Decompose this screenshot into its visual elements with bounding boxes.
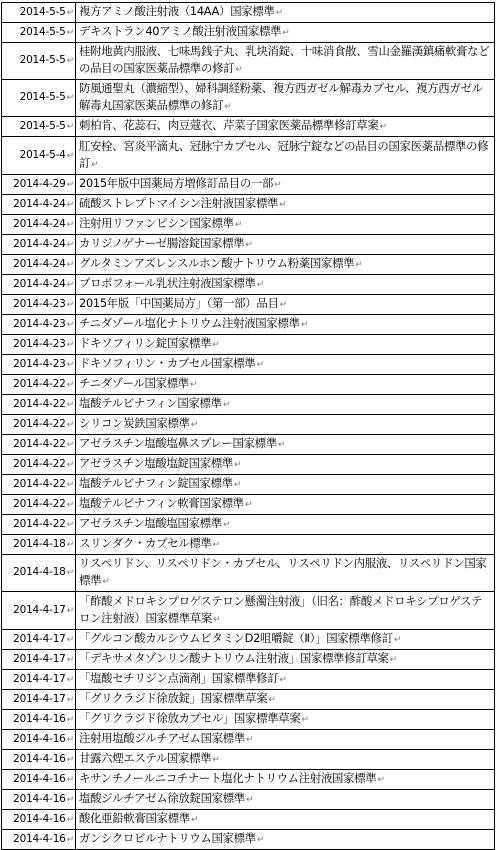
title-cell xyxy=(76,375,495,395)
standards-table-body xyxy=(2,3,495,850)
title-cell xyxy=(76,770,495,790)
date-text: 2014-4-16 xyxy=(13,752,66,765)
date-cell xyxy=(2,535,76,555)
title-text: ドキソフィリン錠国家標準 xyxy=(79,336,212,350)
date-cell xyxy=(2,255,76,275)
date-cell xyxy=(2,235,76,255)
date-text: 2014-4-17 xyxy=(13,603,66,616)
date-text: 2014-4-16 xyxy=(13,732,66,745)
title-text: チニダゾール国家標準 xyxy=(79,376,189,390)
paragraph-mark-icon: ↵ xyxy=(66,694,74,705)
date-text: 2014-4-17 xyxy=(13,632,66,645)
table-row xyxy=(2,515,495,535)
table-row xyxy=(2,650,495,670)
title-text: 硫酸ストレプトマイシン注射液国家標準 xyxy=(79,196,279,210)
title-cell xyxy=(76,275,495,295)
paragraph-mark-icon: ↵ xyxy=(256,835,265,845)
date-text: 2014-4-24 xyxy=(13,197,66,210)
table-row xyxy=(2,43,495,80)
paragraph-mark-icon: ↵ xyxy=(66,339,74,350)
title-cell xyxy=(76,235,495,255)
title-text: プロポフォール乳状注射液国家標準 xyxy=(79,276,256,290)
paragraph-mark-icon: ↵ xyxy=(212,540,220,550)
title-text: キサンチノールニコチナート塩化ナトリウム注射液国家標準 xyxy=(79,771,377,785)
table-row xyxy=(2,295,495,315)
title-cell xyxy=(76,255,495,275)
table-row xyxy=(2,175,495,195)
paragraph-mark-icon: ↵ xyxy=(66,439,74,450)
date-cell xyxy=(2,515,76,535)
title-cell xyxy=(76,650,495,670)
date-text: 2014-4-24 xyxy=(13,277,66,290)
date-text: 2014-4-22 xyxy=(13,377,66,390)
date-cell xyxy=(2,495,76,515)
paragraph-mark-icon: ↵ xyxy=(66,419,74,430)
paragraph-mark-icon: ↵ xyxy=(66,239,74,250)
date-text: 2014-4-23 xyxy=(13,357,66,370)
date-text: 2014-4-16 xyxy=(13,792,66,805)
title-text: 「グリクラジド徐放カプセル」国家標準草案 xyxy=(79,711,301,725)
title-cell xyxy=(76,515,495,535)
paragraph-mark-icon: ↵ xyxy=(212,755,220,765)
date-text: 2014-4-23 xyxy=(13,297,66,310)
table-row xyxy=(2,335,495,355)
paragraph-mark-icon: ↵ xyxy=(277,440,286,450)
title-cell xyxy=(76,710,495,730)
title-cell xyxy=(76,3,495,23)
title-text: 塩酸テルビナフィン軟膏国家標準 xyxy=(79,496,244,510)
date-text: 2014-4-18 xyxy=(13,537,66,550)
title-cell xyxy=(76,790,495,810)
table-row xyxy=(2,3,495,23)
paragraph-mark-icon: ↵ xyxy=(245,735,254,745)
table-row xyxy=(2,315,495,335)
date-text: 2014-4-16 xyxy=(13,772,66,785)
title-text: シリコン炭鉄国家標準 xyxy=(79,416,190,430)
title-cell xyxy=(76,670,495,690)
paragraph-mark-icon: ↵ xyxy=(66,399,74,410)
title-cell xyxy=(76,630,495,650)
date-cell xyxy=(2,790,76,810)
title-cell xyxy=(76,475,495,495)
title-text: 塩酸ジルチアゼム徐放錠国家標準 xyxy=(79,791,245,805)
date-text: 2014-4-23 xyxy=(13,317,66,330)
date-text: 2014-4-22 xyxy=(13,417,66,430)
paragraph-mark-icon: ↵ xyxy=(66,734,74,745)
paragraph-mark-icon: ↵ xyxy=(189,380,198,390)
paragraph-mark-icon: ↵ xyxy=(190,815,199,825)
paragraph-mark-icon: ↵ xyxy=(268,695,276,705)
paragraph-mark-icon: ↵ xyxy=(66,714,74,725)
paragraph-mark-icon: ↵ xyxy=(245,795,254,805)
title-text: リスペリドン、リスペリドン・カプセル、リスペリドン内服液、リスペリドン国家標準 xyxy=(79,556,487,587)
table-row xyxy=(2,215,495,235)
date-text: 2014-4-29 xyxy=(13,177,66,190)
title-cell xyxy=(76,80,495,117)
paragraph-mark-icon: ↵ xyxy=(66,814,74,825)
paragraph-mark-icon: ↵ xyxy=(66,259,74,270)
date-cell xyxy=(2,215,76,235)
paragraph-mark-icon: ↵ xyxy=(66,568,74,578)
title-cell xyxy=(76,555,495,592)
date-text: 2014-4-17 xyxy=(13,692,66,705)
date-cell xyxy=(2,670,76,690)
paragraph-mark-icon: ↵ xyxy=(66,279,74,290)
date-cell xyxy=(2,630,76,650)
paragraph-mark-icon: ↵ xyxy=(102,577,110,587)
paragraph-mark-icon: ↵ xyxy=(190,420,198,430)
date-text: 2014-4-23 xyxy=(13,337,66,350)
date-text: 2014-4-17 xyxy=(13,652,66,665)
paragraph-mark-icon: ↵ xyxy=(66,299,74,310)
table-row xyxy=(2,670,495,690)
table-row xyxy=(2,830,495,850)
paragraph-mark-icon: ↵ xyxy=(66,834,74,845)
date-text: 2014-5-5 xyxy=(19,54,66,66)
date-text: 2014-4-22 xyxy=(13,497,66,510)
title-cell xyxy=(76,355,495,375)
paragraph-mark-icon: ↵ xyxy=(66,519,74,530)
title-cell xyxy=(76,395,495,415)
title-text: ガンシクロビルナトリウム国家標準 xyxy=(79,831,256,845)
paragraph-mark-icon: ↵ xyxy=(377,775,385,785)
title-text: デキストラン40アミノ酸注射液国家標準 xyxy=(79,24,282,38)
date-cell xyxy=(2,810,76,830)
paragraph-mark-icon: ↵ xyxy=(244,500,253,510)
title-cell xyxy=(76,175,495,195)
table-row xyxy=(2,475,495,495)
paragraph-mark-icon: ↵ xyxy=(66,27,74,38)
title-cell xyxy=(76,315,495,335)
title-cell xyxy=(76,535,495,555)
date-cell xyxy=(2,175,76,195)
date-cell xyxy=(2,415,76,435)
paragraph-mark-icon: ↵ xyxy=(222,400,230,410)
paragraph-mark-icon: ↵ xyxy=(66,93,74,103)
title-cell xyxy=(76,730,495,750)
table-row xyxy=(2,435,495,455)
date-cell xyxy=(2,137,76,175)
date-cell xyxy=(2,650,76,670)
date-text: 2014-4-22 xyxy=(13,437,66,450)
paragraph-mark-icon: ↵ xyxy=(282,28,290,38)
date-cell xyxy=(2,592,76,630)
paragraph-mark-icon: ↵ xyxy=(66,774,74,785)
title-cell xyxy=(76,592,495,630)
title-text: アゼラスチン塩酸塩国家標準 xyxy=(79,516,222,530)
paragraph-mark-icon: ↵ xyxy=(300,320,308,330)
paragraph-mark-icon: ↵ xyxy=(235,65,243,75)
date-text: 2014-5-4 xyxy=(19,148,66,161)
paragraph-mark-icon: ↵ xyxy=(233,480,242,490)
paragraph-mark-icon: ↵ xyxy=(379,122,387,132)
paragraph-mark-icon: ↵ xyxy=(355,260,363,270)
title-text: ドキソフィリン・カプセル国家標準 xyxy=(79,356,256,370)
date-cell xyxy=(2,3,76,23)
paragraph-mark-icon: ↵ xyxy=(66,379,74,390)
table-row xyxy=(2,535,495,555)
title-text: 塩酸テルビナフィン錠国家標準 xyxy=(79,476,233,490)
table-row xyxy=(2,710,495,730)
paragraph-mark-icon: ↵ xyxy=(66,199,74,210)
paragraph-mark-icon: ↵ xyxy=(224,102,232,112)
table-row xyxy=(2,630,495,650)
title-cell xyxy=(76,830,495,850)
date-text: 2014-4-22 xyxy=(13,397,66,410)
paragraph-mark-icon: ↵ xyxy=(274,180,282,190)
table-row xyxy=(2,355,495,375)
paragraph-mark-icon: ↵ xyxy=(301,715,309,725)
date-text: 2014-4-18 xyxy=(13,566,66,578)
date-text: 2014-4-24 xyxy=(13,237,66,250)
date-text: 2014-4-24 xyxy=(13,257,66,270)
table-row xyxy=(2,750,495,770)
paragraph-mark-icon: ↵ xyxy=(66,319,74,330)
table-row xyxy=(2,80,495,117)
title-cell xyxy=(76,435,495,455)
paragraph-mark-icon: ↵ xyxy=(234,220,243,230)
paragraph-mark-icon: ↵ xyxy=(256,280,264,290)
date-cell xyxy=(2,43,76,80)
title-text: カリジノゲナーゼ腸溶錠国家標準 xyxy=(79,236,245,250)
title-text: 肛安栓、宮炎平滴丸、冠脉宁カプセル、冠脉宁錠などの品目の国家医薬品標準の修訂 xyxy=(79,138,489,170)
standards-table xyxy=(1,2,495,850)
table-row xyxy=(2,790,495,810)
table-row xyxy=(2,23,495,43)
paragraph-mark-icon: ↵ xyxy=(66,605,74,616)
title-cell xyxy=(76,137,495,175)
paragraph-mark-icon: ↵ xyxy=(66,654,74,665)
date-cell xyxy=(2,335,76,355)
date-cell xyxy=(2,435,76,455)
title-cell xyxy=(76,810,495,830)
date-text: 2014-4-22 xyxy=(13,457,66,470)
title-text: アゼラスチン塩酸塩錠国家標準 xyxy=(79,456,234,470)
date-text: 2014-4-22 xyxy=(13,477,66,490)
table-row xyxy=(2,275,495,295)
date-cell xyxy=(2,750,76,770)
title-text: 塩酸テルビナフィン国家標準 xyxy=(79,396,222,410)
date-cell xyxy=(2,315,76,335)
date-text: 2014-4-22 xyxy=(13,517,66,530)
title-text: スリンダク・カプセル標準 xyxy=(79,536,212,550)
title-text: 酸化亜鉛軟膏国家標準 xyxy=(79,811,190,825)
paragraph-mark-icon: ↵ xyxy=(66,479,74,490)
title-text: チニダゾール塩化ナトリウム注射液国家標準 xyxy=(79,316,300,330)
table-row xyxy=(2,495,495,515)
paragraph-mark-icon: ↵ xyxy=(393,635,401,645)
paragraph-mark-icon: ↵ xyxy=(91,159,99,170)
title-text: 「グリクラジド徐放錠」国家標準草案 xyxy=(79,691,268,705)
title-text: 注射用リファンピシン国家標準 xyxy=(79,216,234,230)
date-cell xyxy=(2,275,76,295)
date-cell xyxy=(2,117,76,137)
date-cell xyxy=(2,710,76,730)
paragraph-mark-icon: ↵ xyxy=(212,340,220,350)
paragraph-mark-icon: ↵ xyxy=(66,794,74,805)
paragraph-mark-icon: ↵ xyxy=(389,655,397,665)
date-text: 2014-5-5 xyxy=(19,91,66,103)
title-text: 注射用塩酸ジルチアゼム国家標準 xyxy=(79,731,245,745)
table-row xyxy=(2,255,495,275)
paragraph-mark-icon: ↵ xyxy=(66,459,74,470)
table-row xyxy=(2,730,495,750)
date-text: 2014-4-16 xyxy=(13,812,66,825)
date-text: 2014-5-5 xyxy=(19,25,66,38)
date-cell xyxy=(2,23,76,43)
paragraph-mark-icon: ↵ xyxy=(66,121,74,132)
title-text: 「グルコン酸カルシウムビタミンD2咀嚼錠（Ⅱ）」国家標準修訂 xyxy=(79,631,393,645)
title-cell xyxy=(76,195,495,215)
table-row xyxy=(2,375,495,395)
paragraph-mark-icon: ↵ xyxy=(234,460,242,470)
title-cell xyxy=(76,495,495,515)
date-cell xyxy=(2,295,76,315)
table-row xyxy=(2,395,495,415)
date-cell xyxy=(2,690,76,710)
title-text: 「塩酸セチリジン点滴剤」国家標準修訂 xyxy=(79,671,279,685)
date-cell xyxy=(2,770,76,790)
title-cell xyxy=(76,750,495,770)
paragraph-mark-icon: ↵ xyxy=(245,240,253,250)
title-cell xyxy=(76,415,495,435)
date-text: 2014-5-5 xyxy=(19,119,66,132)
table-row xyxy=(2,810,495,830)
title-text: 「デキサメタゾンリン酸ナトリウム注射液」国家標準修訂草案 xyxy=(79,651,389,665)
title-cell xyxy=(76,455,495,475)
date-cell xyxy=(2,375,76,395)
date-cell xyxy=(2,830,76,850)
paragraph-mark-icon: ↵ xyxy=(66,56,74,66)
date-text: 2014-5-5 xyxy=(19,5,66,18)
paragraph-mark-icon: ↵ xyxy=(222,520,231,530)
table-row xyxy=(2,235,495,255)
paragraph-mark-icon: ↵ xyxy=(256,360,264,370)
date-cell xyxy=(2,195,76,215)
date-text: 2014-4-16 xyxy=(13,712,66,725)
title-cell xyxy=(76,117,495,137)
title-cell xyxy=(76,43,495,80)
table-row xyxy=(2,137,495,175)
table-row xyxy=(2,455,495,475)
table-row xyxy=(2,770,495,790)
title-text: グルタミンアズレンスルホン酸ナトリウム粉薬国家標準 xyxy=(79,256,355,270)
date-cell xyxy=(2,395,76,415)
paragraph-mark-icon: ↵ xyxy=(66,539,74,550)
title-cell xyxy=(76,335,495,355)
date-text: 2014-4-16 xyxy=(13,832,66,845)
paragraph-mark-icon: ↵ xyxy=(66,499,74,510)
date-cell xyxy=(2,355,76,375)
paragraph-mark-icon: ↵ xyxy=(279,200,287,210)
title-cell xyxy=(76,215,495,235)
title-text: 複方アミノ酸注射液（14AA）国家標準 xyxy=(79,4,275,18)
title-text: 刺柏肯、花蕊石、肉豆蔻衣、芹菜子国家医薬品標準修訂草案 xyxy=(79,118,379,132)
title-text: アゼラスチン塩酸塩鼻スプレー国家標準 xyxy=(79,436,277,450)
date-cell xyxy=(2,455,76,475)
date-cell xyxy=(2,475,76,495)
paragraph-mark-icon: ↵ xyxy=(66,359,74,370)
date-cell xyxy=(2,80,76,117)
paragraph-mark-icon: ↵ xyxy=(275,8,283,18)
title-cell xyxy=(76,690,495,710)
paragraph-mark-icon: ↵ xyxy=(66,674,74,685)
table-row xyxy=(2,195,495,215)
paragraph-mark-icon: ↵ xyxy=(66,179,74,190)
title-cell xyxy=(76,295,495,315)
title-text: 2015年版中国薬局方増修訂品目の一部 xyxy=(79,176,274,190)
date-text: 2014-4-24 xyxy=(13,217,66,230)
title-cell xyxy=(76,23,495,43)
paragraph-mark-icon: ↵ xyxy=(279,300,287,310)
paragraph-mark-icon: ↵ xyxy=(66,219,74,230)
table-row xyxy=(2,415,495,435)
table-row xyxy=(2,555,495,592)
paragraph-mark-icon: ↵ xyxy=(66,150,74,161)
table-row xyxy=(2,690,495,710)
table-row xyxy=(2,592,495,630)
title-text: 桂附地黄内服液、七味馬銭子丸、乳块消錠、十味消食散、雪山金羅漢鎮痛軟膏などの品目の国家医薬品標準の修訂 xyxy=(79,44,490,75)
paragraph-mark-icon: ↵ xyxy=(66,634,74,645)
title-text: 2015年版「中国薬局方」（第一部）品目 xyxy=(79,296,279,310)
date-text: 2014-4-17 xyxy=(13,672,66,685)
paragraph-mark-icon: ↵ xyxy=(66,754,74,765)
date-cell xyxy=(2,555,76,592)
paragraph-mark-icon: ↵ xyxy=(66,7,74,18)
table-row xyxy=(2,117,495,137)
title-text: 甘露六煙エステル国家標準 xyxy=(79,751,212,765)
paragraph-mark-icon: ↵ xyxy=(213,614,221,625)
title-text: 防風通聖丸（濃縮型）、婦科調経粉薬、複方西ガゼル解毒カプセル、複方西ガゼル解毒丸国家医薬品標準の修訂 xyxy=(79,81,483,112)
date-cell xyxy=(2,730,76,750)
title-text: 「酢酸メドロキシプロゲステロン懸濁注射液」（旧名：酢酸メドロキシプロゲステロン注射液）国家標準草案 xyxy=(79,593,483,625)
paragraph-mark-icon: ↵ xyxy=(279,675,287,685)
